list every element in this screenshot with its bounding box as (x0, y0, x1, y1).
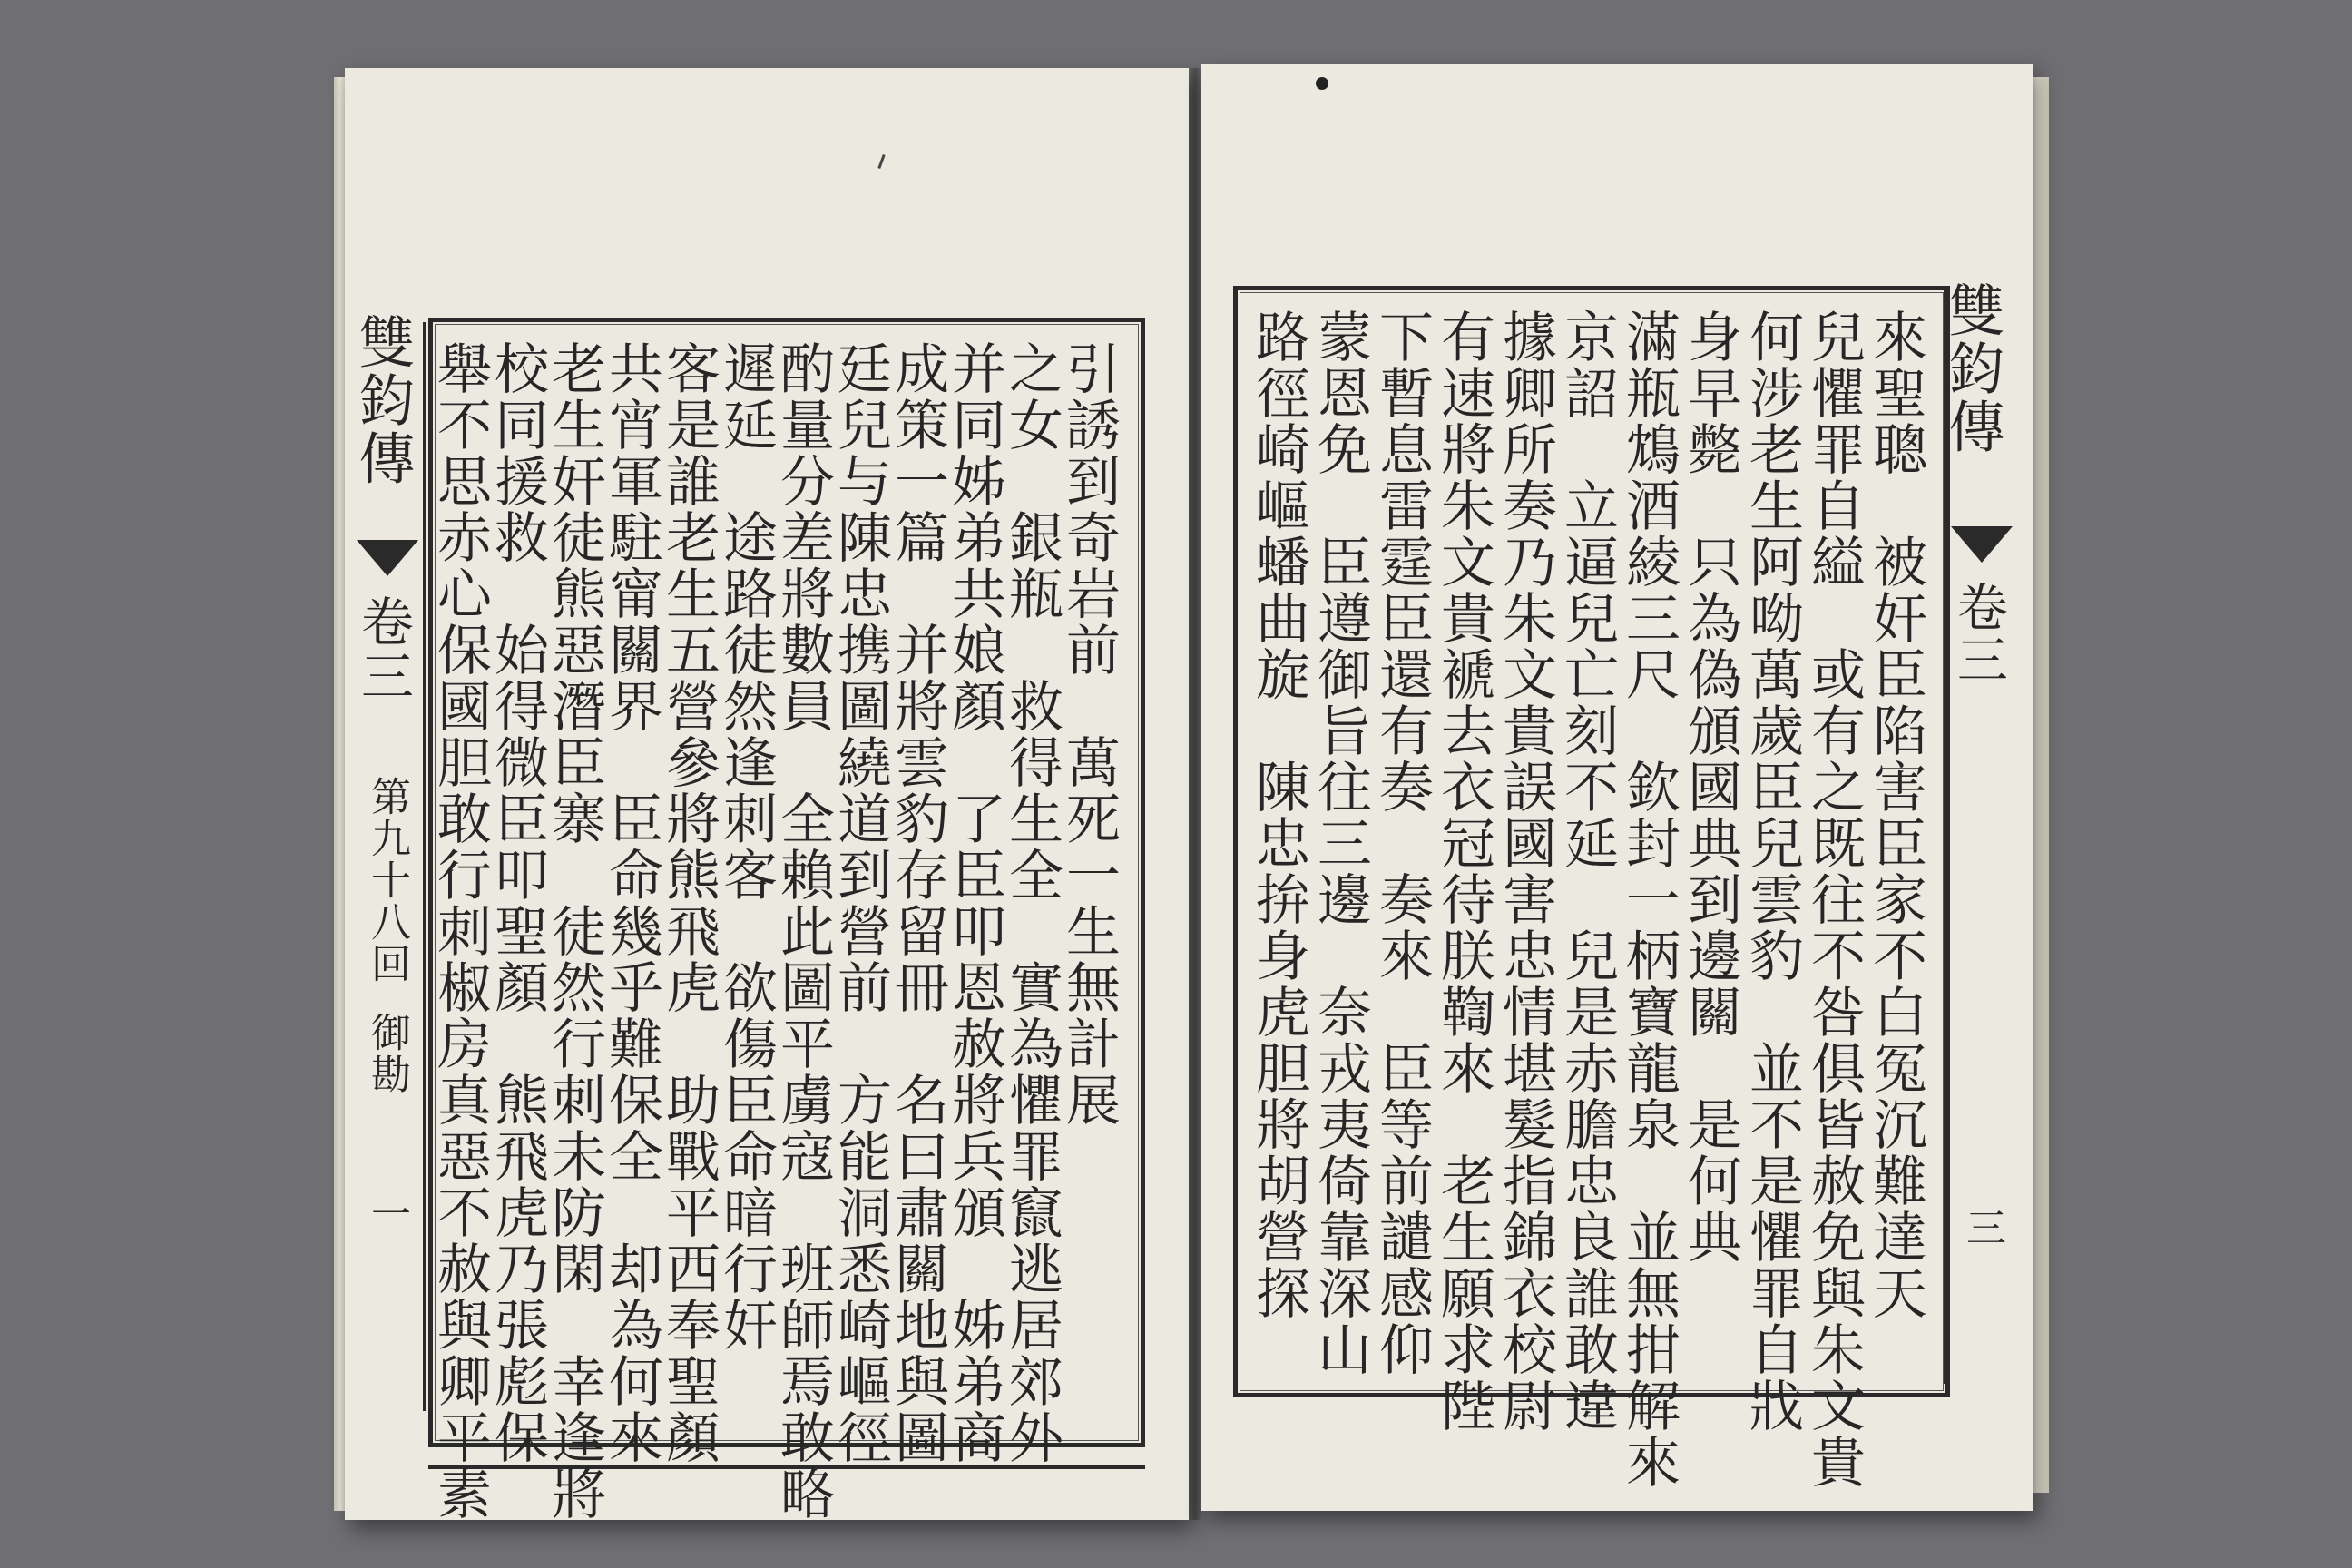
left-text-column: 舉不思赤心保國胆敢行刺椒房真惡不赦與卿平素 (428, 340, 492, 1522)
left-text-column: 之女 銀瓶 救得生全 實為懼罪竄逃居郊外 (1000, 340, 1063, 1465)
left-margin-rule (423, 322, 426, 1411)
right-text-column: 滿瓶鴆酒綾三尺 欽封一柄寶龍泉 並無拑解來 (1617, 309, 1681, 1490)
right-margin-title: 雙鈞傳 (1939, 281, 2005, 456)
right-text-column: 下暫息雷霆臣還有奏 奏來 臣等前譴感仰 (1370, 309, 1434, 1377)
right-text-column: 有速將朱文貴褫去衣冠待朕鞫來 老生願求陛 (1432, 309, 1495, 1434)
left-margin-subtitle: 御勘 (364, 1012, 410, 1095)
right-text-column: 身早斃 只為偽頒國典到邊關 是何典 (1679, 309, 1742, 1265)
left-margin-chapter: 第九十八回 (364, 776, 410, 985)
left-page (345, 68, 1189, 1520)
left-text-column: 校同援救 始得微臣叩聖顏 熊飛虎乃張彪保 (485, 340, 549, 1465)
left-margin-folio: 一 (364, 1193, 410, 1235)
right-text-column: 路徑崎嶇蟠曲旋 陳忠拚身虎胆將胡營探 (1247, 309, 1310, 1321)
book-gutter (1189, 68, 1201, 1520)
ink-dot (1316, 77, 1328, 90)
right-text-column: 兒懼罪自縊 或有之既往不咎俱皆赦免與朱文貴 (1802, 309, 1866, 1490)
left-text-column: 成策一篇 并將雲豹存留冊 名曰肅關地與圖 (886, 340, 949, 1465)
fish-tail-mark (357, 540, 418, 576)
book (345, 68, 2033, 1520)
left-text-column: 并同姊弟共娘顏 了臣叩恩赦將兵頒 姊弟商 (943, 340, 1006, 1465)
left-margin-volume: 卷三 (352, 594, 414, 703)
right-text-column: 據卿所奏乃朱文貴誤國害忠情堪髮指錦衣校尉 (1494, 309, 1557, 1434)
left-text-column: 酌量分差將數員 全賴此圖平虜寇 班師焉敢略 (771, 340, 835, 1522)
left-text-column: 共宵軍駐甯關界 臣命幾乎難保全 却為何來 (600, 340, 663, 1465)
left-text-column: 客是誰老生五營參將熊飛虎 助戰平西奉聖顏 (657, 340, 720, 1465)
right-margin-folio: 三 (1959, 1207, 2005, 1249)
left-text-column: 引誘到奇岩前 萬死一生無計展 (1057, 340, 1121, 1128)
right-text-column: 何涉老生阿呦萬歲臣兒雲豹 並不是懼罪自戕 (1740, 309, 1804, 1434)
ink-stroke-mark (877, 154, 885, 169)
right-text-column: 蒙恩免 臣遵御旨往三邊 奈戎夷倚靠深山 (1308, 309, 1372, 1377)
left-margin-title: 雙鈞傳 (349, 313, 416, 487)
left-text-column: 廷兒与陳忠携圖繞道到營前 方能洞悉崎嶇徑 (828, 340, 892, 1465)
left-text-column: 老生奸徒熊惡潛臣寨 徒然行刺未防閑 幸逢將 (543, 340, 606, 1522)
right-page (1201, 64, 2033, 1511)
right-text-column: 京詔 立逼兒亡刻不延 兒是赤膽忠良誰敢違 (1555, 309, 1619, 1434)
left-text-column: 遲延 途路徒然逢刺客 欲傷臣命暗行奸 (714, 340, 778, 1353)
right-text-column: 來聖聰 被奸臣陷害臣家不白冤沉難達天 (1864, 309, 1927, 1321)
right-margin-volume: 卷三 (1949, 581, 2008, 686)
fish-tail-mark (1951, 526, 2013, 563)
